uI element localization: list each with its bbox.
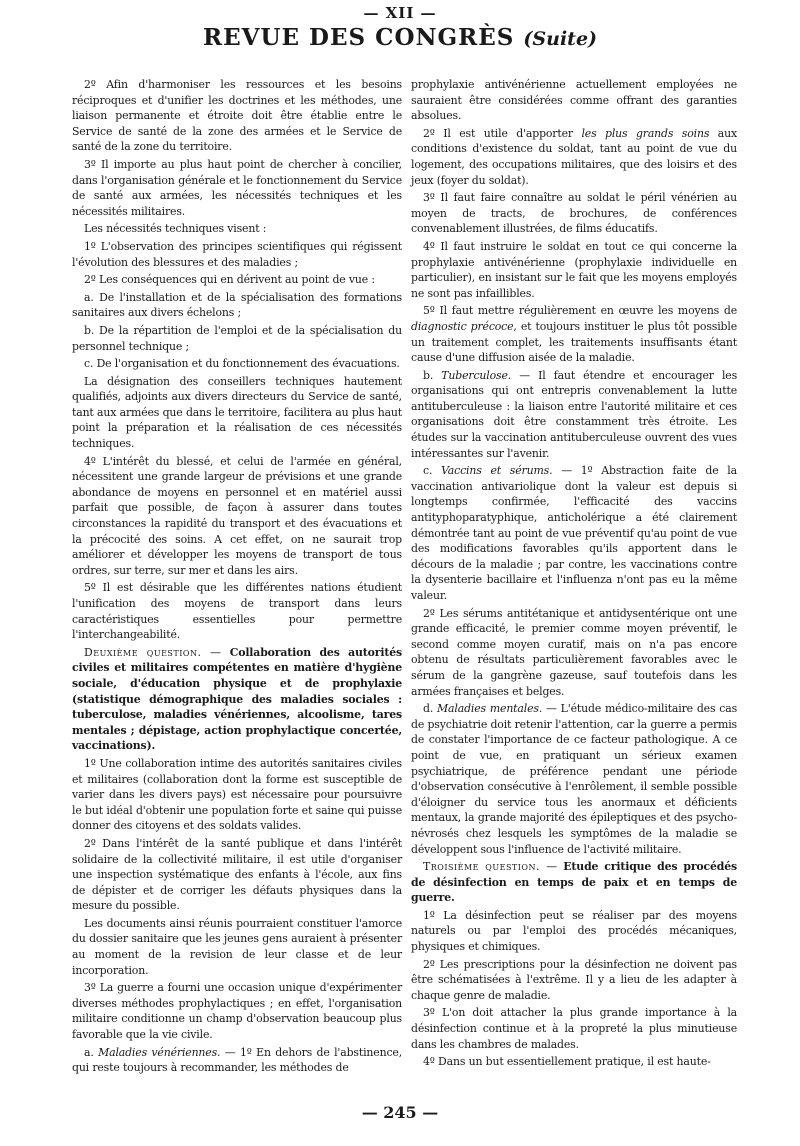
paragraph [411, 77, 737, 124]
paragraph [72, 374, 402, 452]
paragraph-prefix: a. [84, 1045, 94, 1059]
italic-term: Tuberculose. [441, 368, 512, 382]
paragraph-text: Les nécessités techniques visent : [84, 222, 267, 236]
paragraph [411, 859, 737, 906]
paragraph-text: 3º L'on doit attacher la plus grande importance à la désinfection continue et à la propreté la plus minutieuse dans les chambres de malades. [411, 1006, 737, 1051]
paragraph-text: — 1º En dehors de l'abstinence, qui reste toujours à recommander, les méthodes de [72, 1045, 403, 1075]
italic-term: Maladies vénériennes. [98, 1045, 221, 1059]
paragraph [72, 980, 402, 1042]
paragraph [72, 239, 402, 270]
paragraph [411, 1054, 737, 1070]
paragraph-prefix: c. [423, 464, 433, 478]
italic-term: Maladies mentales. [437, 702, 543, 716]
paragraph [72, 290, 402, 321]
paragraph [72, 272, 402, 288]
paragraph-text: — Il faut étendre et encourager les organisations qui ont entrepris convenablement la lutte antituberculeuse : la liaison entre l'autorité militaire et ces organisations doit être constamment très étroite. Les études sur la vaccination antituberculeuse ouvrent des vues intéressantes sur l'avenir. [411, 368, 738, 460]
paragraph [411, 239, 737, 301]
paragraph-text: 2º Les conséquences qui en dérivent au point de vue : [84, 273, 375, 287]
paragraph [72, 645, 402, 754]
paragraph-text: 1º La désinfection peut se réaliser par des moyens naturels ou par l'emploi des procédés mécaniques, physiques et chimiques. [411, 908, 737, 954]
paragraph [72, 756, 402, 834]
left-column [72, 77, 402, 1078]
paragraph-text: 1º Une collaboration intime des autorités sanitaires civiles et militaires (collaboration dont la forme est susceptible de varier dans les divers pays) est nécessaire pour poursuivre le but idéal d'obtenir une population forte et saine qui puisse donner des citoyens et des soldats valides. [72, 756, 402, 833]
paragraph-text: 2º Dans l'intérêt de la santé publique et dans l'intérêt solidaire de la collectivité militaire, il est utile d'organiser une inspection systématique des enfants à l'école, aux fins de dépister et de corriger les défauts physiques dans la mesure du possible. [72, 836, 402, 913]
paragraph-text: 2º Les sérums antitétanique et antidysentérique ont une grande efficacité, le premier comme moyen préventif, le second comme moyen curatif, mais on n'a pas encore obtenu de résultats particulièrement favorables avec le sérum de la gangrène gazeuse, sauf toutefois dans les armées françaises et belges. [411, 606, 737, 698]
paragraph-prefix: 2º Il est utile d'apporter [423, 126, 573, 140]
paragraph [411, 368, 737, 462]
paragraph [72, 77, 402, 155]
paragraph-text: 3º Il faut faire connaître au soldat le péril vénérien au moyen de tracts, de brochures, de conférences convenablement illustrées, de films éducatifs. [411, 191, 737, 236]
paragraph-text: 2º Afin d'harmoniser les ressources et les besoins réciproques et d'unifier les doctrines et les méthodes, une liaison permanente et étroite doit être établie entre le Service de santé de la zone des armées et le Service de santé de la zone du territoire. [72, 78, 402, 154]
paragraph-text: 4º Dans un but essentiellement pratique, il est haute- [423, 1055, 711, 1069]
italic-term: Vaccins et sérums. [441, 464, 553, 478]
paragraph-text: Les documents ainsi réunis pourraient constituer l'amorce du dossier sanitaire que les jeunes gens auraient à présenter au moment de la revision de leur classe et de leur incorporation. [72, 916, 402, 977]
roman-page-number: — XII — [363, 4, 437, 22]
right-column [411, 77, 737, 1072]
paragraph-prefix: b. [423, 368, 434, 382]
paragraph [411, 701, 737, 857]
paragraph-text: c. De l'organisation et du fonctionnement des évacuations. [84, 357, 400, 371]
paragraph-text: prophylaxie antivénérienne actuellement employées ne sauraient être considérées comme offrant des garanties absolues. [411, 78, 737, 123]
paragraph [72, 356, 402, 372]
paragraph [72, 221, 402, 237]
paragraph [411, 303, 737, 365]
title-suite: (Suite) [523, 28, 598, 50]
paragraph [411, 908, 737, 955]
paragraph-text: 1º L'observation des principes scientifiques qui régissent l'évolution des blessures et des maladies ; [72, 239, 402, 269]
paragraph [411, 1005, 737, 1052]
paragraph-text: a. De l'installation et de la spécialisation des formations sanitaires aux divers échelons ; [72, 290, 402, 320]
paragraph [72, 1045, 402, 1076]
paragraph [411, 126, 737, 188]
page-number: — 245 — [361, 1103, 439, 1122]
paragraph [72, 916, 402, 978]
paragraph-text: — L'étude médico-militaire des cas de psychiatrie doit retenir l'attention, car la guerre a permis de constater l'importance de ce facteur pathologique. A ce point de vue, en pratiquant un sérieux examen psychiatrique, de préférence pendant une période d'observation consécutive à l'enrôlement, il semble possible d'éloigner du service tous les anormaux et déficients mentaux, la grande majorité des épileptiques et des psycho-névrosés chez lesquels les symptômes de la maladie se développent sous l'influence de l'activité militaire. [411, 702, 738, 856]
paragraph [72, 157, 402, 219]
paragraph-text: 3º Il importe au plus haut point de chercher à concilier, dans l'organisation générale et le fonctionnement du Service de santé aux armées, les nécessités techniques et les nécessités militaires. [72, 157, 402, 218]
question-label: Deuxième question. — [84, 645, 222, 659]
question-heading: Etude critique des procédés de désinfection en temps de paix et en temps de guerre. [411, 860, 738, 905]
paragraph-text: — 1º Abstraction faite de la vaccination antivariolique dont la valeur est depuis si longtemps confirmée, l'efficacité des vaccins antityphoparatyphique, anticholérique a été clairement démontrée tant au point de vue préventif qu'au point de vue des modifications favorables qu'ils apportent dans le décours de la maladie ; par contre, les vaccinations contre la dysenterie bacillaire et l'influenza n'ont pas eu la même valeur. [411, 464, 737, 602]
paragraph [72, 454, 402, 579]
paragraph [72, 580, 402, 642]
paragraph-text: 4º Il faut instruire le soldat en tout ce qui concerne la prophylaxie antivénérienne (prophylaxie individuelle en particulier), en insistant sur le fait que les moyens employés ne sont pas infaillibles. [411, 239, 737, 300]
paragraph-text: , et toujours instituer le plus tôt possible un traitement complet, les traitements insuffisants étant cause d'une diffusion aisée de la maladie. [411, 319, 737, 365]
paragraph-text: aux conditions d'existence du soldat, tant au point de vue du logement, des occupations militaires, que des loisirs et des jeux (foyer du soldat). [411, 126, 737, 187]
paragraph [411, 190, 737, 237]
question-heading: Collaboration des autorités civiles et militaires compétentes en matière d'hygiène sociale, d'éducation physique et de prophylaxie (statistique démographique des maladies sociales : tuberculose, maladies vénériennes, alcoolisme, tares mentales ; dépistage, action prophylactique concertée, vaccinations). [72, 645, 402, 753]
paragraph-prefix: d. [423, 702, 434, 716]
question-label: Troisième question. — [423, 860, 558, 874]
paragraph-text: 4º L'intérêt du blessé, et celui de l'armée en général, nécessitent une grande largeur de prévisions et une grande abondance de moyens en personnel et en matériel aussi parfait que possible, de façon à assurer dans toutes circonstances la rapidité du transport et des évacuations et la précocité des soins. A cet effet, on ne saurait trop améliorer et développer les moyens de transport de tous ordres, sur terre, sur mer et dans les airs. [72, 454, 402, 577]
title-main: REVUE DES CONGRÈS [202, 24, 515, 51]
paragraph-text: 2º Les prescriptions pour la désinfection ne doivent pas être schématisées à l'extrême. Il y a lieu de les adapter à chaque genre de maladie. [411, 957, 737, 1002]
paragraph-text: 3º La guerre a fourni une occasion unique d'expérimenter diverses méthodes prophylactiques ; en effet, l'organisation militaire conditionne un champ d'observation beaucoup plus favorable que la vie civile. [72, 981, 402, 1042]
paragraph-prefix: 5º Il faut mettre régulièrement en œuvre les moyens de [423, 304, 737, 318]
paragraph [411, 463, 737, 603]
page-title [0, 24, 800, 51]
paragraph [411, 606, 737, 700]
paragraph [72, 323, 402, 354]
paragraph-text: La désignation des conseillers techniques hautement qualifiés, adjoints aux divers directeurs du Service de santé, tant aux armées que dans le territoire, facilitera au plus haut point la préparation et la réalisation de ces nécessités techniques. [72, 374, 402, 451]
paragraph [411, 957, 737, 1004]
italic-term: diagnostic précoce [411, 319, 514, 333]
paragraph [72, 836, 402, 914]
italic-term: les plus grands soins [581, 126, 710, 140]
paragraph-text: 5º Il est désirable que les différentes nations étudient l'unification des moyens de transport dans leurs caractéristiques essentielles pour permettre l'interchangeabilité. [72, 581, 402, 642]
paragraph-text: b. De la répartition de l'emploi et de la spécialisation du personnel technique ; [72, 323, 402, 353]
